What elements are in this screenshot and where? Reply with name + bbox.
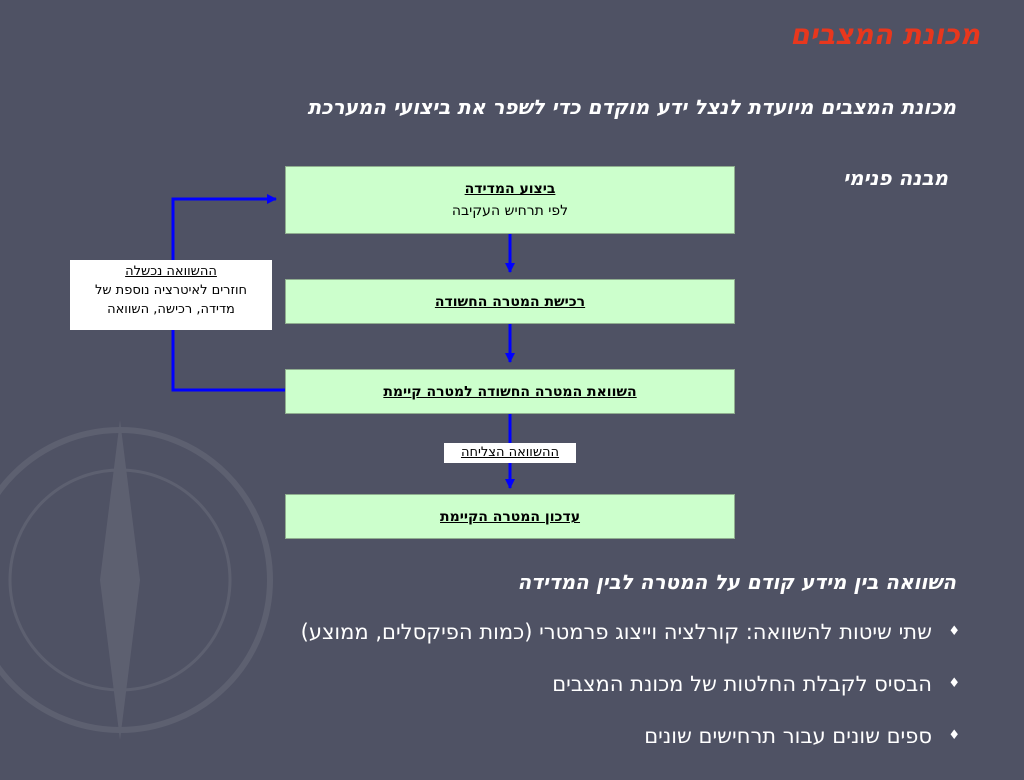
list-item [300, 612, 960, 664]
fail-label-line2: מדידה, רכישה, השוואה [107, 302, 235, 317]
slide-title: מכונת המצבים [790, 18, 980, 51]
flow-box-measure-subtitle: לפי תרחיש העקיבה [451, 203, 569, 219]
flow-box-acquire [285, 279, 735, 324]
flow-box-measure-title: ביצוע המדידה [464, 181, 556, 197]
bullet-text: ספים שונים עבור תרחישים שונים [644, 724, 932, 748]
compare-heading: השוואה בין מידע קודם על המטרה לבין המדידה [517, 570, 956, 594]
flow-box-acquire-title: רכישת המטרה החשודה [434, 293, 586, 310]
bullet-list [300, 612, 960, 768]
flow-box-compare-title: השוואת המטרה החשודה למטרה קיימת [383, 383, 637, 400]
section-label: מבנה פנימי [843, 166, 948, 190]
slide-subtitle: מכונת המצבים מיועדת לנצל ידע מוקדם כדי לשפר את ביצועי המערכת [307, 95, 956, 119]
list-item [301, 664, 960, 716]
diamond-bullet-icon: ♦ [948, 728, 960, 743]
fail-label-line1: חוזרים לאיטרציה נוספת של [94, 283, 248, 298]
bullet-text: שתי שיטות להשוואה: קורלציה וייצוג פרמטרי (כמות הפיקסלים, ממוצע) [300, 620, 932, 644]
flow-box-compare [285, 369, 735, 414]
list-item [301, 716, 960, 768]
diamond-bullet-icon: ♦ [948, 676, 960, 691]
fail-label-title: ההשוואה נכשלה [125, 264, 217, 279]
diamond-bullet-icon: ♦ [948, 624, 960, 639]
bullet-text: הבסיס לקבלת החלטות של מכונת המצבים [552, 672, 932, 696]
flow-box-update-title: עדכון המטרה הקיימת [440, 508, 581, 525]
success-label: ההשוואה הצליחה [444, 443, 576, 463]
flow-box-measure [285, 166, 735, 234]
flow-box-update [285, 494, 735, 539]
fail-label-box [70, 260, 272, 330]
